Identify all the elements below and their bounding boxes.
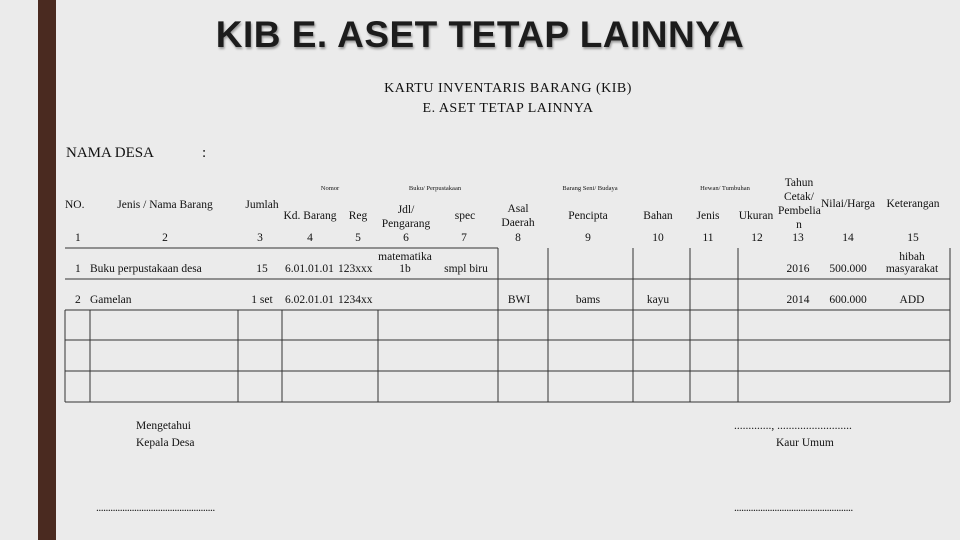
col-number: 2 — [162, 232, 168, 244]
nama-desa-colon: : — [202, 145, 207, 161]
card-subtitle: E. ASET TETAP LAINNYA — [422, 101, 594, 116]
page-title: KIB E. ASET TETAP LAINNYA — [215, 14, 745, 55]
col-number: 15 — [907, 232, 919, 244]
col-number: 5 — [355, 232, 361, 244]
header-tahun-line2: Cetak/ — [783, 191, 815, 203]
card-title: KARTU INVENTARIS BARANG (KIB) — [384, 81, 632, 96]
cell-asal: BWI — [507, 294, 531, 306]
cell-keterangan-line1: hibah — [899, 251, 925, 263]
sign-left-dots: .................................................. — [96, 502, 215, 514]
cell-jumlah: 15 — [256, 263, 268, 275]
col-number: 3 — [257, 232, 263, 244]
cell-keterangan-line2: masyarakat — [885, 263, 939, 275]
sign-right-kaur-umum: Kaur Umum — [776, 437, 834, 449]
group-header-hewan: Hewan/ Tumbuhan — [700, 185, 750, 192]
cell-jumlah: 1 set — [251, 294, 273, 306]
header-keterangan: Keterangan — [886, 198, 940, 210]
header-bahan: Bahan — [643, 210, 673, 222]
cell-nama: Gamelan — [90, 294, 132, 306]
cell-nilai: 600.000 — [829, 294, 867, 306]
header-kd-barang: Kd. Barang — [283, 210, 337, 222]
header-jumlah: Jumlah — [245, 199, 279, 211]
col-number: 4 — [307, 232, 313, 244]
cell-nilai: 500.000 — [829, 263, 867, 275]
group-header-buku: Buku/ Perpustakaan — [408, 185, 462, 192]
col-number: 10 — [652, 232, 664, 244]
header-no: NO. — [65, 199, 85, 211]
group-header-barang-seni: Barang Seni/ Budaya — [562, 185, 618, 192]
header-tahun-line4: n — [796, 219, 802, 231]
cell-bahan: kayu — [646, 294, 670, 306]
cell-reg: 1234xx — [338, 294, 373, 306]
col-number: 9 — [585, 232, 591, 244]
col-number: 13 — [792, 232, 804, 244]
header-reg: Reg — [348, 210, 368, 222]
col-number: 6 — [403, 232, 409, 244]
header-ukuran: Ukuran — [738, 210, 774, 222]
cell-spec: smpl biru — [444, 263, 488, 275]
col-number: 12 — [751, 232, 763, 244]
cell-kd-barang: 6.02.01.01 — [285, 294, 334, 306]
cell-pencipta: bams — [575, 294, 601, 306]
cell-tahun: 2014 — [786, 294, 810, 306]
sign-left-mengetahui: Mengetahui — [136, 420, 191, 432]
col-number: 7 — [461, 232, 467, 244]
col-number: 8 — [515, 232, 521, 244]
cell-judul-line1: matematika — [378, 251, 432, 263]
sign-right-date: ............., .......................... — [734, 420, 852, 432]
cell-no: 2 — [75, 294, 81, 306]
header-nilai: Nilai/Harga — [820, 198, 876, 210]
header-jenis-nama: Jenis / Nama Barang — [117, 199, 213, 211]
col-number: 1 — [75, 232, 81, 244]
cell-keterangan-line1: ADD — [899, 294, 925, 306]
header-tahun-line3: Pembelia — [778, 205, 821, 217]
sign-left-kepala-desa: Kepala Desa — [136, 437, 195, 449]
cell-reg: 123xxx — [338, 263, 373, 275]
cell-nama: Buku perpustakaan desa — [90, 263, 202, 275]
header-asal-line2: Daerah — [501, 217, 535, 229]
group-header-nomor: Nomor — [320, 185, 340, 192]
header-judul-line1: Jdl/ — [397, 204, 415, 216]
header-tahun-line1: Tahun — [784, 177, 814, 189]
cell-no: 1 — [75, 263, 81, 275]
header-judul-line2: Pengarang — [381, 218, 431, 230]
col-number: 11 — [702, 232, 714, 244]
col-number: 14 — [842, 232, 854, 244]
cell-judul-line2: 1b — [399, 263, 411, 275]
cell-tahun: 2016 — [786, 263, 810, 275]
sign-right-dots: .................................................. — [734, 502, 853, 514]
header-spec: spec — [454, 210, 476, 222]
nama-desa-label: NAMA DESA — [66, 145, 154, 161]
header-pencipta: Pencipta — [568, 210, 608, 222]
cell-kd-barang: 6.01.01.01 — [285, 263, 334, 275]
header-jenis: Jenis — [696, 210, 720, 222]
header-asal-line1: Asal — [507, 203, 529, 215]
